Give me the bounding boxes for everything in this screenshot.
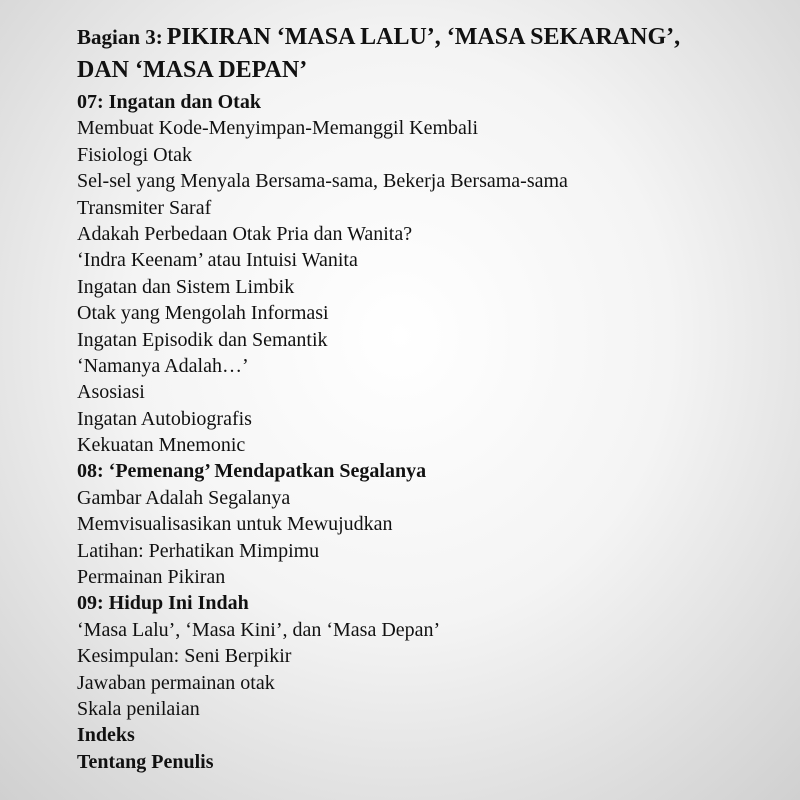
- chapter-heading: 09: Hidup Ini Indah: [77, 592, 249, 615]
- toc-entry: Ingatan Autobiografis: [77, 407, 252, 430]
- toc-entry: Kesimpulan: Seni Berpikir: [77, 645, 292, 668]
- chapter-heading: 08: ‘Pemenang’ Mendapatkan Segalanya: [77, 460, 427, 483]
- toc-entry: Skala penilaian: [77, 697, 200, 720]
- part-heading: [77, 22, 777, 86]
- end-matter-list: [77, 722, 777, 775]
- toc-entry: Fisiologi Otak: [77, 143, 193, 166]
- toc-entry: Permainan Pikiran: [77, 566, 226, 589]
- toc-entry: Latihan: Perhatikan Mimpimu: [77, 539, 320, 562]
- end-matter-item: Indeks: [77, 724, 135, 747]
- toc-entry: Membuat Kode-Menyimpan-Memanggil Kembali: [77, 117, 479, 140]
- end-matter-item: Tentang Penulis: [77, 750, 214, 773]
- toc-entry: ‘Masa Lalu’, ‘Masa Kini’, dan ‘Masa Depan’: [77, 618, 441, 641]
- table-of-contents: [77, 22, 777, 775]
- toc-entry: Transmiter Saraf: [77, 196, 212, 219]
- toc-entry: ‘Namanya Adalah…’: [77, 354, 249, 377]
- chapter-list: [77, 89, 777, 722]
- chapter-heading: 07: Ingatan dan Otak: [77, 91, 261, 113]
- toc-entry: Kekuatan Mnemonic: [77, 434, 246, 457]
- part-title-line-1: PIKIRAN ‘MASA LALU’, ‘MASA SEKARANG’,: [166, 24, 681, 50]
- part-heading-line-1: [77, 22, 777, 55]
- toc-entry: Memvisualisasikan untuk Mewujudkan: [77, 513, 393, 536]
- toc-entry: Asosiasi: [77, 381, 145, 404]
- toc-entry: Gambar Adalah Segalanya: [77, 486, 291, 509]
- toc-entry: Ingatan dan Sistem Limbik: [77, 275, 295, 298]
- toc-entry: Sel-sel yang Menyala Bersama-sama, Bekerja Bersama-sama: [77, 170, 568, 193]
- toc-entry: Adakah Perbedaan Otak Pria dan Wanita?: [77, 222, 413, 245]
- toc-entry: ‘Indra Keenam’ atau Intuisi Wanita: [77, 249, 358, 272]
- toc-entry: Ingatan Episodik dan Semantik: [77, 328, 328, 351]
- toc-entry: Jawaban permainan otak: [77, 671, 275, 694]
- part-title-line-2: DAN ‘MASA DEPAN’: [77, 57, 308, 83]
- toc-entry: Otak yang Mengolah Informasi: [77, 302, 329, 325]
- part-label: Bagian 3:: [77, 25, 163, 49]
